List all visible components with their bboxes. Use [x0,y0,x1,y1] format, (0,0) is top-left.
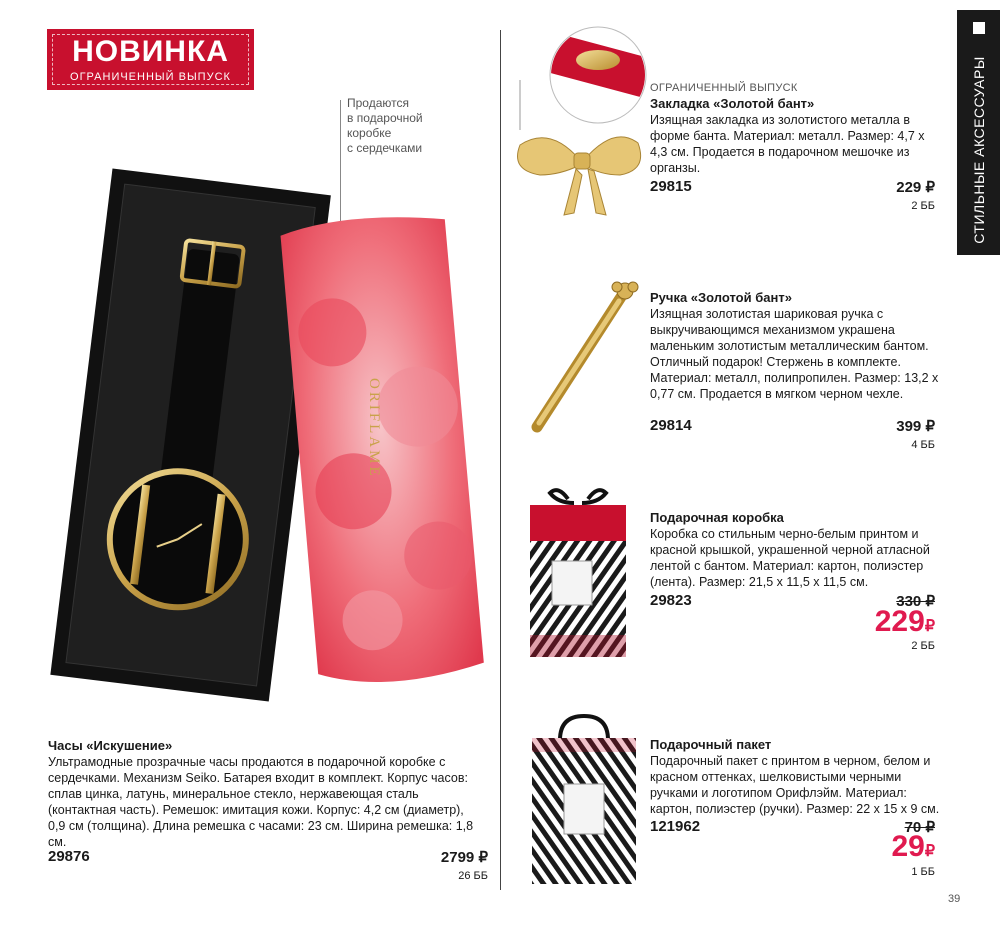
badge-title: НОВИНКА [72,35,229,68]
gift-box-bb: 2 ББ [911,640,935,652]
gift-box-new-price-value: 229 [874,605,925,638]
bookmark-description-block [650,80,940,176]
section-tab-label: СТИЛЬНЫЕ АКСЕССУАРЫ [970,56,987,244]
bookmark-price: 229 ₽ [896,179,935,196]
gift-box-description-block [650,510,940,590]
pen-bb: 4 ББ [911,439,935,451]
gift-bag-new-price [800,830,935,864]
gift-box-image [528,485,628,660]
new-badge [47,29,254,90]
gift-bag-description-block [650,737,940,817]
bookmark-name: Закладка «Золотой бант» [650,96,815,111]
pen-image [525,275,645,435]
gift-bag-code: 121962 [650,818,701,835]
watch-name: Часы «Искушение» [48,738,173,753]
pen-description: Изящная золотистая шариковая ручка с выкручивающимся механизмом украшена маленьким золотистым металлическим бантом. Отличный подарок! Стержень в комплекте. Материал: металл, полипропилен. Размер: 13,2 х 0,77 см. Продается в мягком черном чехле. [650,307,939,401]
gift-bag-image [530,712,638,887]
gift-bag-name: Подарочный пакет [650,737,772,752]
gift-box-name: Подарочная коробка [650,510,784,525]
gift-box-currency: ₽ [924,618,935,635]
watch-in-box-image [40,150,500,710]
pen-name: Ручка «Золотой бант» [650,290,792,305]
watch-price: 2799 ₽ [440,849,488,866]
gift-bag-description: Подарочный пакет с принтом в черном, белом и красном оттенках, шелковистыми черными ручками и логотипом Орифлэйм. Материал: картон, полиэстер (ручки). Размер: 22 х 15 х 9 см. [650,754,940,816]
watch-code: 29876 [48,848,90,865]
bookmark-limited-label: ОГРАНИЧЕННЫЙ ВЫПУСК [650,82,798,94]
gift-bag-old-price: 70 ₽ [904,819,935,836]
pen-description-block [650,290,940,402]
watch-description-block [48,738,478,850]
gift-box-old-price: 330 ₽ [896,593,935,610]
gift-bag-currency: ₽ [924,843,935,860]
pen-price: 399 ₽ [896,418,935,435]
badge-subtitle: ОГРАНИЧЕННЫЙ ВЫПУСК [70,71,231,83]
gift-box-code: 29823 [650,592,692,609]
watch-description: Ультрамодные прозрачные часы продаются в подарочной коробке с сердечками. Механизм Seiko. Батарея входит в комплект. Корпус часов: сплав цинка, латунь, минеральное стекло, нержавеющая сталь (контактная часть). Ремешок: имитация кожи. Корпус: 4,2 см (диаметр), 0,9 см (толщина). Длина ремешка с часами: 23 см. Ширина ремешка: 1,8 см. [48,755,474,849]
pen-code: 29814 [650,417,692,434]
bookmark-code: 29815 [650,178,692,195]
gift-box-new-price [800,605,935,639]
gift-bag-bb: 1 ББ [911,866,935,878]
tab-square-marker [973,22,985,34]
bookmark-image [510,25,650,225]
section-tab [957,10,1000,255]
bookmark-description: Изящная закладка из золотистого металла в форме банта. Материал: металл. Размер: 4,7 х 4,3 см. Продается в подарочном мешочке из органзы. [650,113,925,175]
packaging-callout: Продаются в подарочной коробке с сердечками [347,96,423,155]
gift-bag-new-price-value: 29 [891,830,925,863]
page-number: 39 [948,893,961,905]
column-divider [500,30,501,890]
box-brand-text: ORIFLAME [366,378,382,479]
gift-box-description: Коробка со стильным черно-белым принтом и красной крышкой, украшенной черной атласной лентой с бантом. Материал: картон, полиэстер (лента). Размер: 21,5 х 11,5 х 11,5 см. [650,527,930,589]
bookmark-bb: 2 ББ [911,200,935,212]
watch-bb: 26 ББ [458,870,488,882]
